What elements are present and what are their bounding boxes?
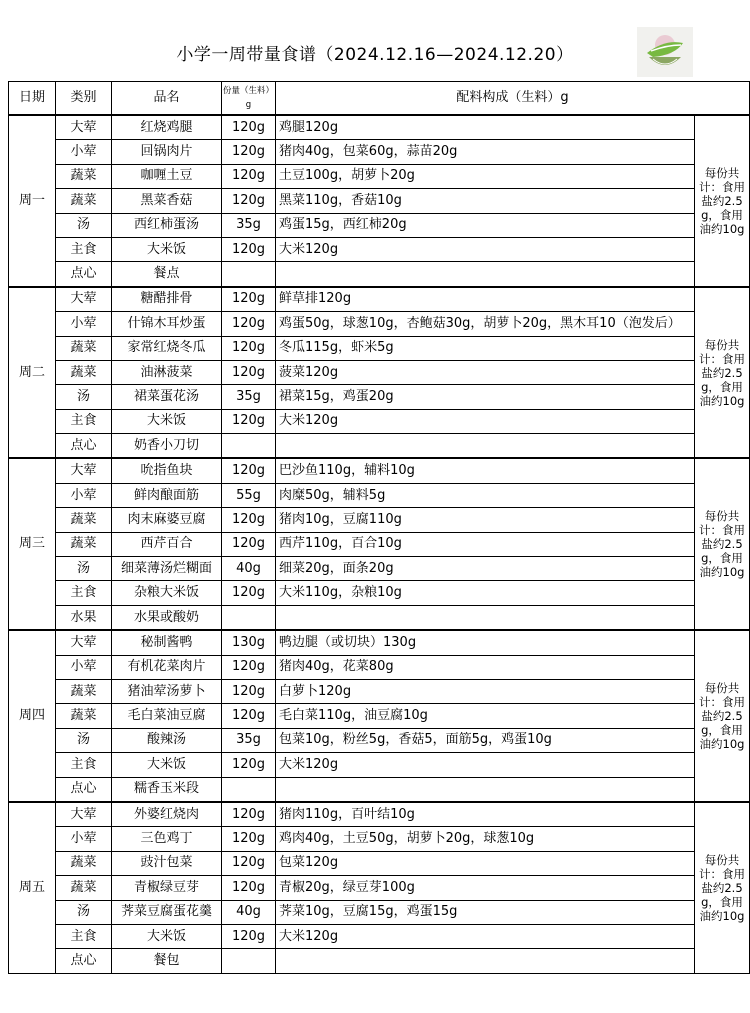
category-cell: 小荤 <box>56 140 112 164</box>
portion-cell: 120g <box>222 827 276 851</box>
ingredients-cell: 鲜草排120g <box>276 287 695 312</box>
dish-cell: 大米饭 <box>112 409 222 433</box>
category-cell: 汤 <box>56 385 112 409</box>
ingredients-cell: 巴沙鱼110g，辅料10g <box>276 458 695 483</box>
dish-cell: 裙菜蛋花汤 <box>112 385 222 409</box>
portion-cell: 120g <box>222 164 276 188</box>
portion-cell: 120g <box>222 924 276 948</box>
category-cell: 主食 <box>56 409 112 433</box>
dish-cell: 大米饭 <box>112 753 222 777</box>
table-row <box>9 704 750 728</box>
dish-cell: 水果或酸奶 <box>112 605 222 630</box>
portion-cell: 35g <box>222 213 276 237</box>
portion-cell: 120g <box>222 581 276 605</box>
portion-cell <box>222 777 276 802</box>
ingredients-cell: 包菜10g，粉丝5g，香菇5，面筋5g，鸡蛋10g <box>276 728 695 752</box>
table-row <box>9 753 750 777</box>
table-row <box>9 949 750 973</box>
ingredients-cell: 鸡腿120g <box>276 115 695 140</box>
category-cell: 点心 <box>56 777 112 802</box>
dish-cell: 什锦木耳炒蛋 <box>112 312 222 336</box>
table-row <box>9 605 750 630</box>
dish-cell: 西红柿蛋汤 <box>112 213 222 237</box>
ingredients-cell: 鸭边腿（或切块）130g <box>276 630 695 655</box>
dish-cell: 餐点 <box>112 262 222 287</box>
portion-cell: 120g <box>222 508 276 532</box>
ingredients-cell: 土豆100g，胡萝卜20g <box>276 164 695 188</box>
header-category: 类别 <box>56 82 112 116</box>
table-row <box>9 777 750 802</box>
ingredients-cell: 西芹110g，百合10g <box>276 532 695 556</box>
ingredients-cell <box>276 434 695 459</box>
table-row <box>9 336 750 360</box>
category-cell: 点心 <box>56 262 112 287</box>
dish-cell: 大米饭 <box>112 237 222 261</box>
dish-cell: 杂粮大米饭 <box>112 581 222 605</box>
category-cell: 主食 <box>56 924 112 948</box>
table-row <box>9 434 750 459</box>
dish-cell: 奶香小刀切 <box>112 434 222 459</box>
daily-note-cell: 每份共计：食用盐约2.5g，食用油约10g <box>695 630 750 802</box>
category-cell: 主食 <box>56 581 112 605</box>
portion-cell <box>222 605 276 630</box>
dish-cell: 有机花菜肉片 <box>112 655 222 679</box>
day-cell: 周五 <box>9 802 56 973</box>
table-row <box>9 164 750 188</box>
ingredients-cell: 白萝卜120g <box>276 679 695 703</box>
table-row <box>9 802 750 827</box>
table-row <box>9 458 750 483</box>
dish-cell: 荠菜豆腐蛋花羹 <box>112 900 222 924</box>
table-row <box>9 409 750 433</box>
category-cell: 蔬菜 <box>56 532 112 556</box>
day-cell: 周三 <box>9 458 56 630</box>
table-row <box>9 630 750 655</box>
table-row <box>9 140 750 164</box>
dish-cell: 回锅肉片 <box>112 140 222 164</box>
portion-cell: 120g <box>222 532 276 556</box>
portion-cell <box>222 262 276 287</box>
table-row <box>9 679 750 703</box>
page-title: 小学一周带量食谱（2024.12.16—2024.12.20） <box>176 45 574 65</box>
ingredients-cell: 裙菜15g，鸡蛋20g <box>276 385 695 409</box>
category-cell: 蔬菜 <box>56 679 112 703</box>
table-row <box>9 237 750 261</box>
portion-cell: 120g <box>222 360 276 384</box>
category-cell: 蔬菜 <box>56 876 112 900</box>
ingredients-cell: 细菜20g，面条20g <box>276 557 695 581</box>
header-day: 日期 <box>9 82 56 116</box>
dish-cell: 酸辣汤 <box>112 728 222 752</box>
menu-body <box>9 115 750 973</box>
ingredients-cell: 猪肉110g，百叶结10g <box>276 802 695 827</box>
table-row <box>9 385 750 409</box>
dish-cell: 糯香玉米段 <box>112 777 222 802</box>
portion-cell: 120g <box>222 312 276 336</box>
portion-cell: 120g <box>222 655 276 679</box>
category-cell: 蔬菜 <box>56 508 112 532</box>
menu-table <box>8 81 750 974</box>
category-cell: 小荤 <box>56 312 112 336</box>
category-cell: 汤 <box>56 728 112 752</box>
ingredients-cell: 肉糜50g，辅料5g <box>276 483 695 507</box>
ingredients-cell: 猪肉10g，豆腐110g <box>276 508 695 532</box>
ingredients-cell <box>276 262 695 287</box>
portion-cell: 120g <box>222 287 276 312</box>
portion-cell: 120g <box>222 851 276 875</box>
table-row <box>9 532 750 556</box>
portion-cell: 120g <box>222 140 276 164</box>
table-row <box>9 262 750 287</box>
category-cell: 水果 <box>56 605 112 630</box>
ingredients-cell: 大米120g <box>276 409 695 433</box>
daily-note-cell: 每份共计：食用盐约2.5g，食用油约10g <box>695 458 750 630</box>
table-row <box>9 189 750 213</box>
category-cell: 蔬菜 <box>56 360 112 384</box>
portion-cell: 120g <box>222 409 276 433</box>
portion-cell: 120g <box>222 753 276 777</box>
table-row <box>9 312 750 336</box>
dish-cell: 鲜肉酿面筋 <box>112 483 222 507</box>
category-cell: 大荤 <box>56 802 112 827</box>
portion-cell: 120g <box>222 237 276 261</box>
ingredients-cell: 鸡蛋50g，球葱10g，杏鲍菇30g，胡萝卜20g，黑木耳10（泡发后） <box>276 312 695 336</box>
category-cell: 大荤 <box>56 458 112 483</box>
category-cell: 蔬菜 <box>56 164 112 188</box>
ingredients-cell: 冬瓜115g，虾米5g <box>276 336 695 360</box>
category-cell: 汤 <box>56 557 112 581</box>
ingredients-cell <box>276 605 695 630</box>
header-dish: 品名 <box>112 82 222 116</box>
dish-cell: 红烧鸡腿 <box>112 115 222 140</box>
table-row <box>9 360 750 384</box>
category-cell: 大荤 <box>56 630 112 655</box>
portion-cell: 40g <box>222 900 276 924</box>
dish-cell: 三色鸡丁 <box>112 827 222 851</box>
category-cell: 小荤 <box>56 483 112 507</box>
logo <box>637 27 693 77</box>
table-row <box>9 827 750 851</box>
dish-cell: 秘制酱鸭 <box>112 630 222 655</box>
day-cell: 周二 <box>9 287 56 459</box>
daily-note-cell: 每份共计：食用盐约2.5g，食用油约10g <box>695 115 750 287</box>
table-row <box>9 115 750 140</box>
category-cell: 主食 <box>56 753 112 777</box>
ingredients-cell: 大米120g <box>276 237 695 261</box>
table-row <box>9 851 750 875</box>
ingredients-cell: 大米120g <box>276 924 695 948</box>
day-cell: 周四 <box>9 630 56 802</box>
dish-cell: 大米饭 <box>112 924 222 948</box>
header-portion: 份量（生料）g <box>222 82 276 116</box>
dish-cell: 猪油荤汤萝卜 <box>112 679 222 703</box>
portion-cell: 35g <box>222 728 276 752</box>
category-cell: 汤 <box>56 213 112 237</box>
dish-cell: 青椒绿豆芽 <box>112 876 222 900</box>
ingredients-cell <box>276 777 695 802</box>
portion-cell: 130g <box>222 630 276 655</box>
category-cell: 蔬菜 <box>56 336 112 360</box>
category-cell: 大荤 <box>56 115 112 140</box>
category-cell: 汤 <box>56 900 112 924</box>
category-cell: 点心 <box>56 434 112 459</box>
portion-cell <box>222 949 276 973</box>
category-cell: 蔬菜 <box>56 851 112 875</box>
ingredients-cell: 大米110g，杂粮10g <box>276 581 695 605</box>
category-cell: 小荤 <box>56 655 112 679</box>
table-row <box>9 557 750 581</box>
ingredients-cell <box>276 949 695 973</box>
dish-cell: 吮指鱼块 <box>112 458 222 483</box>
portion-cell: 120g <box>222 704 276 728</box>
portion-cell: 120g <box>222 679 276 703</box>
table-row <box>9 876 750 900</box>
table-row <box>9 655 750 679</box>
table-row <box>9 581 750 605</box>
ingredients-cell: 青椒20g，绿豆芽100g <box>276 876 695 900</box>
dish-cell: 毛白菜油豆腐 <box>112 704 222 728</box>
category-cell: 大荤 <box>56 287 112 312</box>
ingredients-cell: 大米120g <box>276 753 695 777</box>
table-row <box>9 728 750 752</box>
dish-cell: 黑菜香菇 <box>112 189 222 213</box>
dish-cell: 外婆红烧肉 <box>112 802 222 827</box>
ingredients-cell: 黑菜110g，香菇10g <box>276 189 695 213</box>
ingredients-cell: 猪肉40g，花菜80g <box>276 655 695 679</box>
portion-cell: 55g <box>222 483 276 507</box>
table-row <box>9 287 750 312</box>
category-cell: 主食 <box>56 237 112 261</box>
ingredients-cell: 毛白菜110g，油豆腐10g <box>276 704 695 728</box>
category-cell: 点心 <box>56 949 112 973</box>
portion-cell: 120g <box>222 115 276 140</box>
portion-cell: 35g <box>222 385 276 409</box>
daily-note-cell: 每份共计：食用盐约2.5g，食用油约10g <box>695 802 750 973</box>
table-row <box>9 213 750 237</box>
portion-cell: 120g <box>222 802 276 827</box>
category-cell: 蔬菜 <box>56 704 112 728</box>
header-row <box>9 82 750 116</box>
dish-cell: 油淋菠菜 <box>112 360 222 384</box>
dish-cell: 咖喱土豆 <box>112 164 222 188</box>
dish-cell: 餐包 <box>112 949 222 973</box>
portion-cell <box>222 434 276 459</box>
dish-cell: 西芹百合 <box>112 532 222 556</box>
daily-note-cell: 每份共计：食用盐约2.5g，食用油约10g <box>695 287 750 459</box>
portion-cell: 120g <box>222 189 276 213</box>
category-cell: 小荤 <box>56 827 112 851</box>
portion-cell: 120g <box>222 458 276 483</box>
table-row <box>9 924 750 948</box>
table-row <box>9 508 750 532</box>
ingredients-cell: 包菜120g <box>276 851 695 875</box>
dish-cell: 豉汁包菜 <box>112 851 222 875</box>
dish-cell: 糖醋排骨 <box>112 287 222 312</box>
category-cell: 蔬菜 <box>56 189 112 213</box>
ingredients-cell: 荠菜10g，豆腐15g，鸡蛋15g <box>276 900 695 924</box>
leaf-bowl-logo-icon <box>637 27 693 77</box>
ingredients-cell: 猪肉40g，包菜60g，蒜苗20g <box>276 140 695 164</box>
dish-cell: 肉末麻婆豆腐 <box>112 508 222 532</box>
ingredients-cell: 鸡肉40g，土豆50g，胡萝卜20g，球葱10g <box>276 827 695 851</box>
table-row <box>9 483 750 507</box>
header-ingredients: 配料构成（生料）g <box>276 82 750 116</box>
ingredients-cell: 菠菜120g <box>276 360 695 384</box>
ingredients-cell: 鸡蛋15g，西红柿20g <box>276 213 695 237</box>
day-cell: 周一 <box>9 115 56 287</box>
dish-cell: 家常红烧冬瓜 <box>112 336 222 360</box>
portion-cell: 120g <box>222 876 276 900</box>
table-row <box>9 900 750 924</box>
portion-cell: 40g <box>222 557 276 581</box>
dish-cell: 细菜薄汤烂糊面 <box>112 557 222 581</box>
portion-cell: 120g <box>222 336 276 360</box>
